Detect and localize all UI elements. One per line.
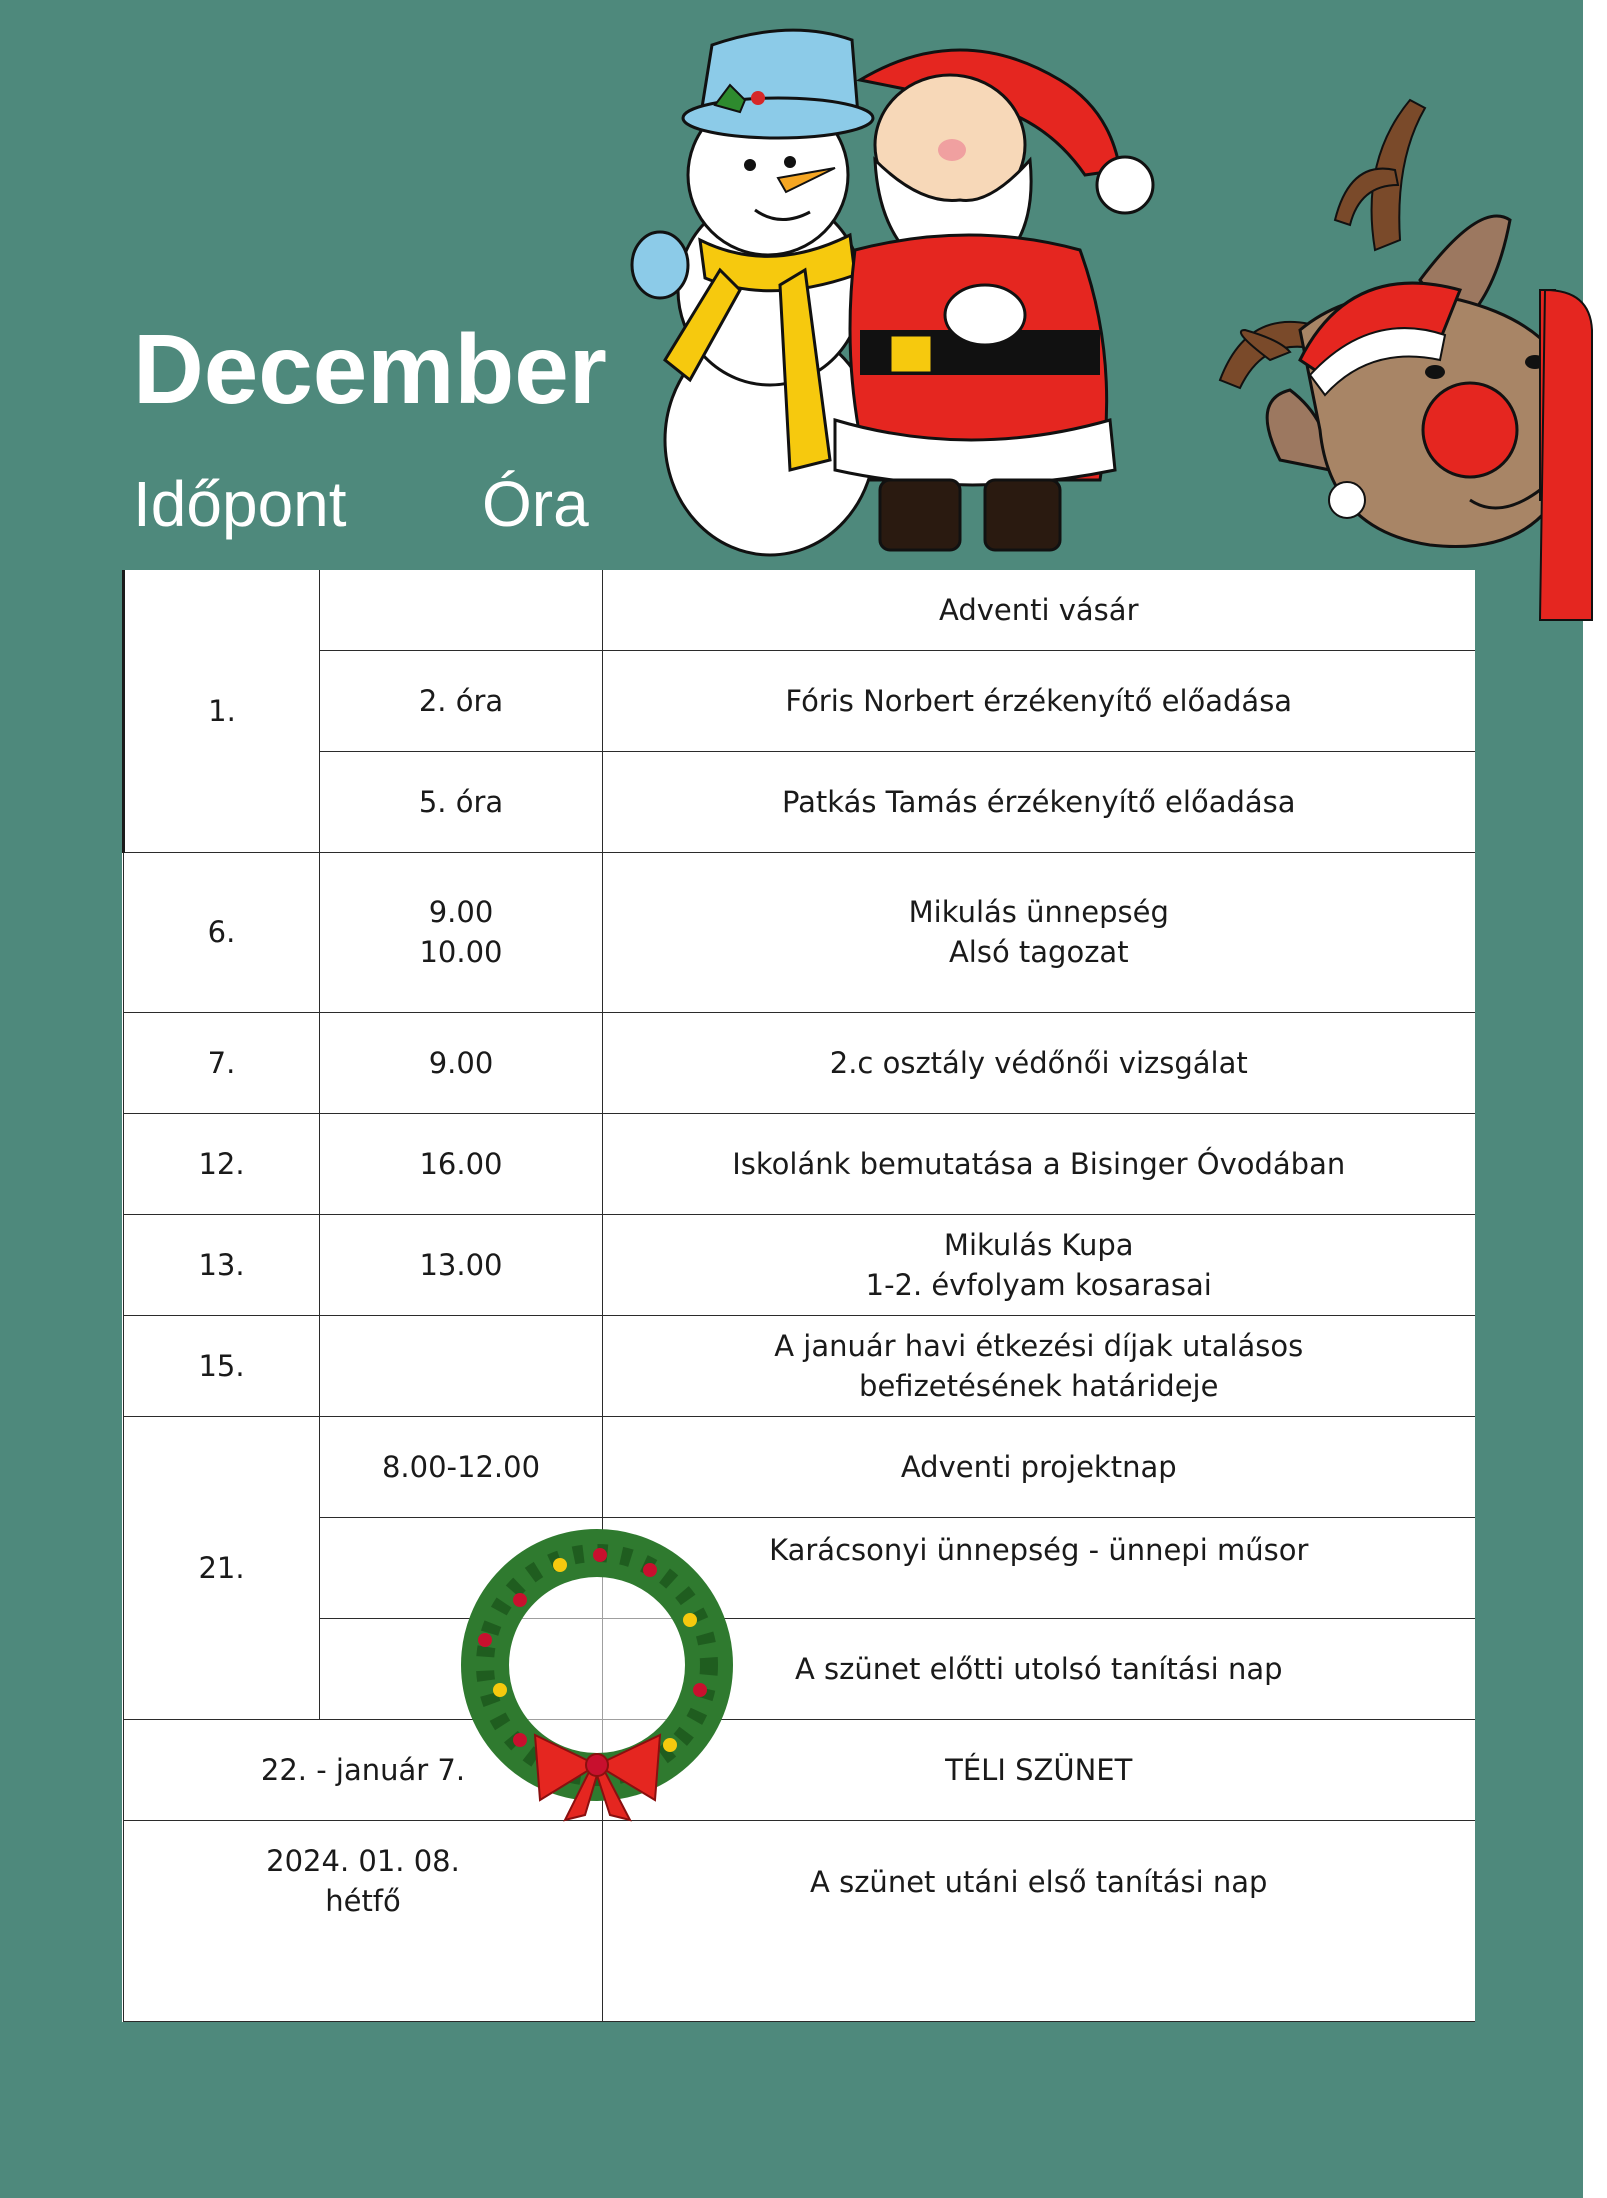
date-cell: 22. - január 7. <box>124 1719 603 1820</box>
table-row <box>124 1820 1475 2021</box>
event-cell: Patkás Tamás érzékenyítő előadása <box>603 751 1475 852</box>
table-row <box>124 852 1475 1012</box>
schedule-table <box>122 570 1475 2022</box>
hour-cell <box>320 1315 603 1416</box>
event-cell: Adventi projektnap <box>603 1416 1475 1517</box>
table-row <box>124 1719 1475 1820</box>
page-title: December <box>133 314 607 424</box>
date-cell: 1. <box>124 570 320 852</box>
table-row <box>124 1416 1475 1517</box>
hour-cell: 16.00 <box>320 1113 603 1214</box>
date-cell: 7. <box>124 1012 320 1113</box>
table-row <box>124 1012 1475 1113</box>
hour-cell <box>320 570 603 650</box>
date-cell: 15. <box>124 1315 320 1416</box>
table-row <box>124 1315 1475 1416</box>
event-cell: TÉLI SZÜNET <box>603 1719 1475 1820</box>
table-row <box>124 570 1475 650</box>
event-cell: Adventi vásár <box>603 570 1475 650</box>
event-cell: Fóris Norbert érzékenyítő előadása <box>603 650 1475 751</box>
hour-cell: 5. óra <box>320 751 603 852</box>
hour-cell: 9.00 <box>320 1012 603 1113</box>
table-row <box>124 650 1475 751</box>
event-cell: A szünet utáni első tanítási nap <box>603 1820 1475 2021</box>
event-cell: Mikulás ünnepség Alsó tagozat <box>603 852 1475 1012</box>
table-row <box>124 1618 1475 1719</box>
hour-cell: 9.00 10.00 <box>320 852 603 1012</box>
event-cell: A szünet előtti utolsó tanítási nap <box>603 1618 1475 1719</box>
table-row <box>124 1113 1475 1214</box>
header-hour: Óra <box>482 468 589 540</box>
date-cell: 2024. 01. 08. hétfő <box>124 1820 603 2021</box>
table-row <box>124 1214 1475 1315</box>
table-row <box>124 1517 1475 1618</box>
date-cell: 6. <box>124 852 320 1012</box>
event-cell: Mikulás Kupa 1-2. évfolyam kosarasai <box>603 1214 1475 1315</box>
hour-cell <box>320 1517 603 1618</box>
hour-cell: 13.00 <box>320 1214 603 1315</box>
event-cell: A január havi étkezési díjak utalásos befizetésének határideje <box>603 1315 1475 1416</box>
hour-cell: 8.00-12.00 <box>320 1416 603 1517</box>
date-cell: 21. <box>124 1416 320 1719</box>
date-cell: 13. <box>124 1214 320 1315</box>
event-cell: Iskolánk bemutatása a Bisinger Óvodában <box>603 1113 1475 1214</box>
event-cell: Karácsonyi ünnepség - ünnepi műsor <box>603 1517 1475 1618</box>
event-cell: 2.c osztály védőnői vizsgálat <box>603 1012 1475 1113</box>
date-cell: 12. <box>124 1113 320 1214</box>
header-date: Időpont <box>133 468 347 540</box>
hour-cell <box>320 1618 603 1719</box>
hour-cell: 2. óra <box>320 650 603 751</box>
table-row <box>124 751 1475 852</box>
